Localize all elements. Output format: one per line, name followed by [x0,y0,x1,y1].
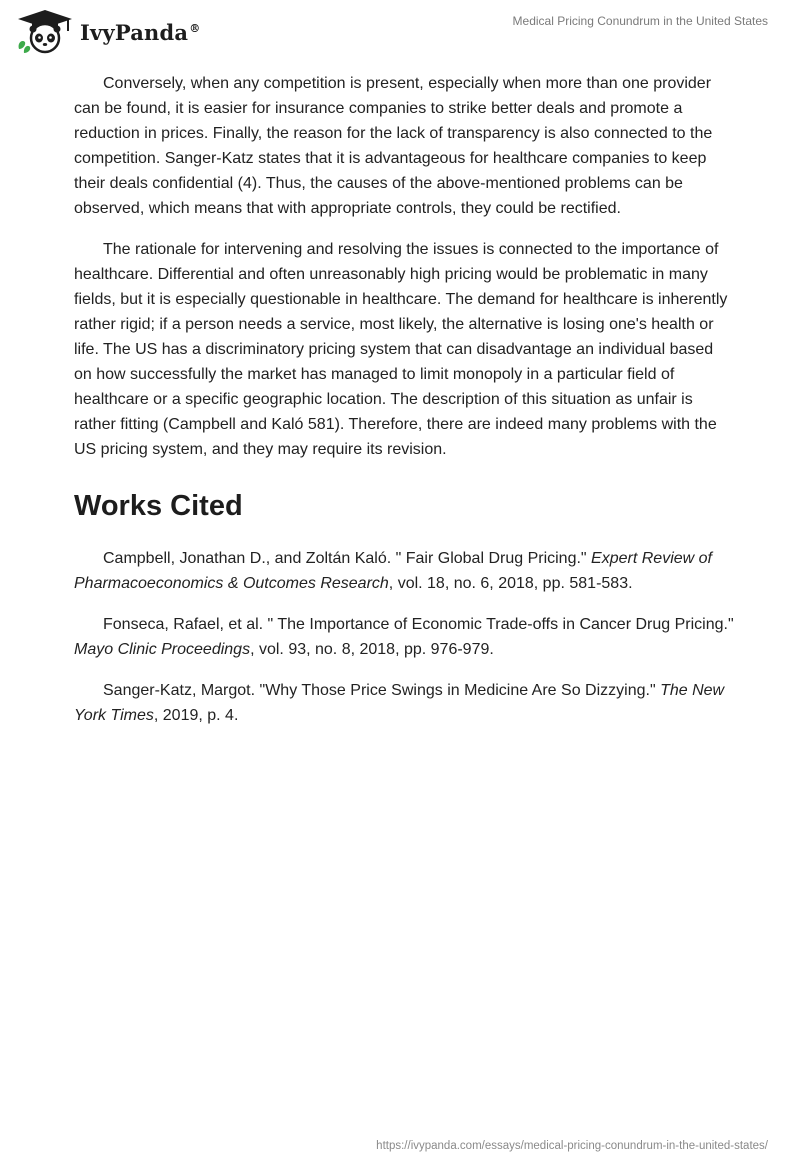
citation-entry: Sanger-Katz, Margot. "Why Those Price Swings in Medicine Are So Dizzying." The New York Times, 2019, p. 4. [74,682,725,724]
body-paragraph: Conversely, when any competition is present, especially when more than one provider can be found, it is easier for insurance companies to strike better deals and promote a reduction in prices. Finally, the reason for the lack of transparency is also connected to the competition. Sanger-Katz states that it is advantageous for healthcare companies to keep their deals confidential (4). Thus, the causes of the above-mentioned problems can be observed, which means that with appropriate controls, they could be rectified. [74,75,713,217]
source-url[interactable]: https://ivypanda.com/essays/medical-pricing-conundrum-in-the-united-states/ [376,1140,768,1152]
page-header [0,0,800,62]
body-paragraph: The rationale for intervening and resolving the issues is connected to the importance of healthcare. Differential and often unreasonably high pricing would be problematic in many fields, but it is especially questionable in healthcare. The demand for healthcare is inherently rather rigid; if a person needs a service, most likely, the alternative is losing one's health or life. The US has a discriminatory pricing system that can disadvantage an individual based on how successfully the market has managed to limit monopoly in a particular field of healthcare or a specific geographic location. The description of this situation as unfair is rather fitting (Campbell and Kaló 581). Therefore, there are indeed many problems with the US pricing system, and they may require its revision. [74,241,728,458]
document-title: Medical Pricing Conundrum in the United States [512,14,768,28]
works-cited-heading: Works Cited [74,490,243,522]
panda-logo-icon [16,9,74,55]
brand-name: IvyPanda® [80,19,201,45]
essay-content [74,71,734,744]
citation-entry: Campbell, Jonathan D., and Zoltán Kaló. " Fair Global Drug Pricing." Expert Review of Pharmacoeconomics & Outcomes Research, vol. 18, no. 6, 2018, pp. 581-583. [74,550,712,592]
citation-entry: Fonseca, Rafael, et al. " The Importance of Economic Trade-offs in Cancer Drug Pricing." Mayo Clinic Proceedings, vol. 93, no. 8, 2018, pp. 976-979. [74,616,734,658]
ivypanda-logo[interactable] [16,9,200,55]
